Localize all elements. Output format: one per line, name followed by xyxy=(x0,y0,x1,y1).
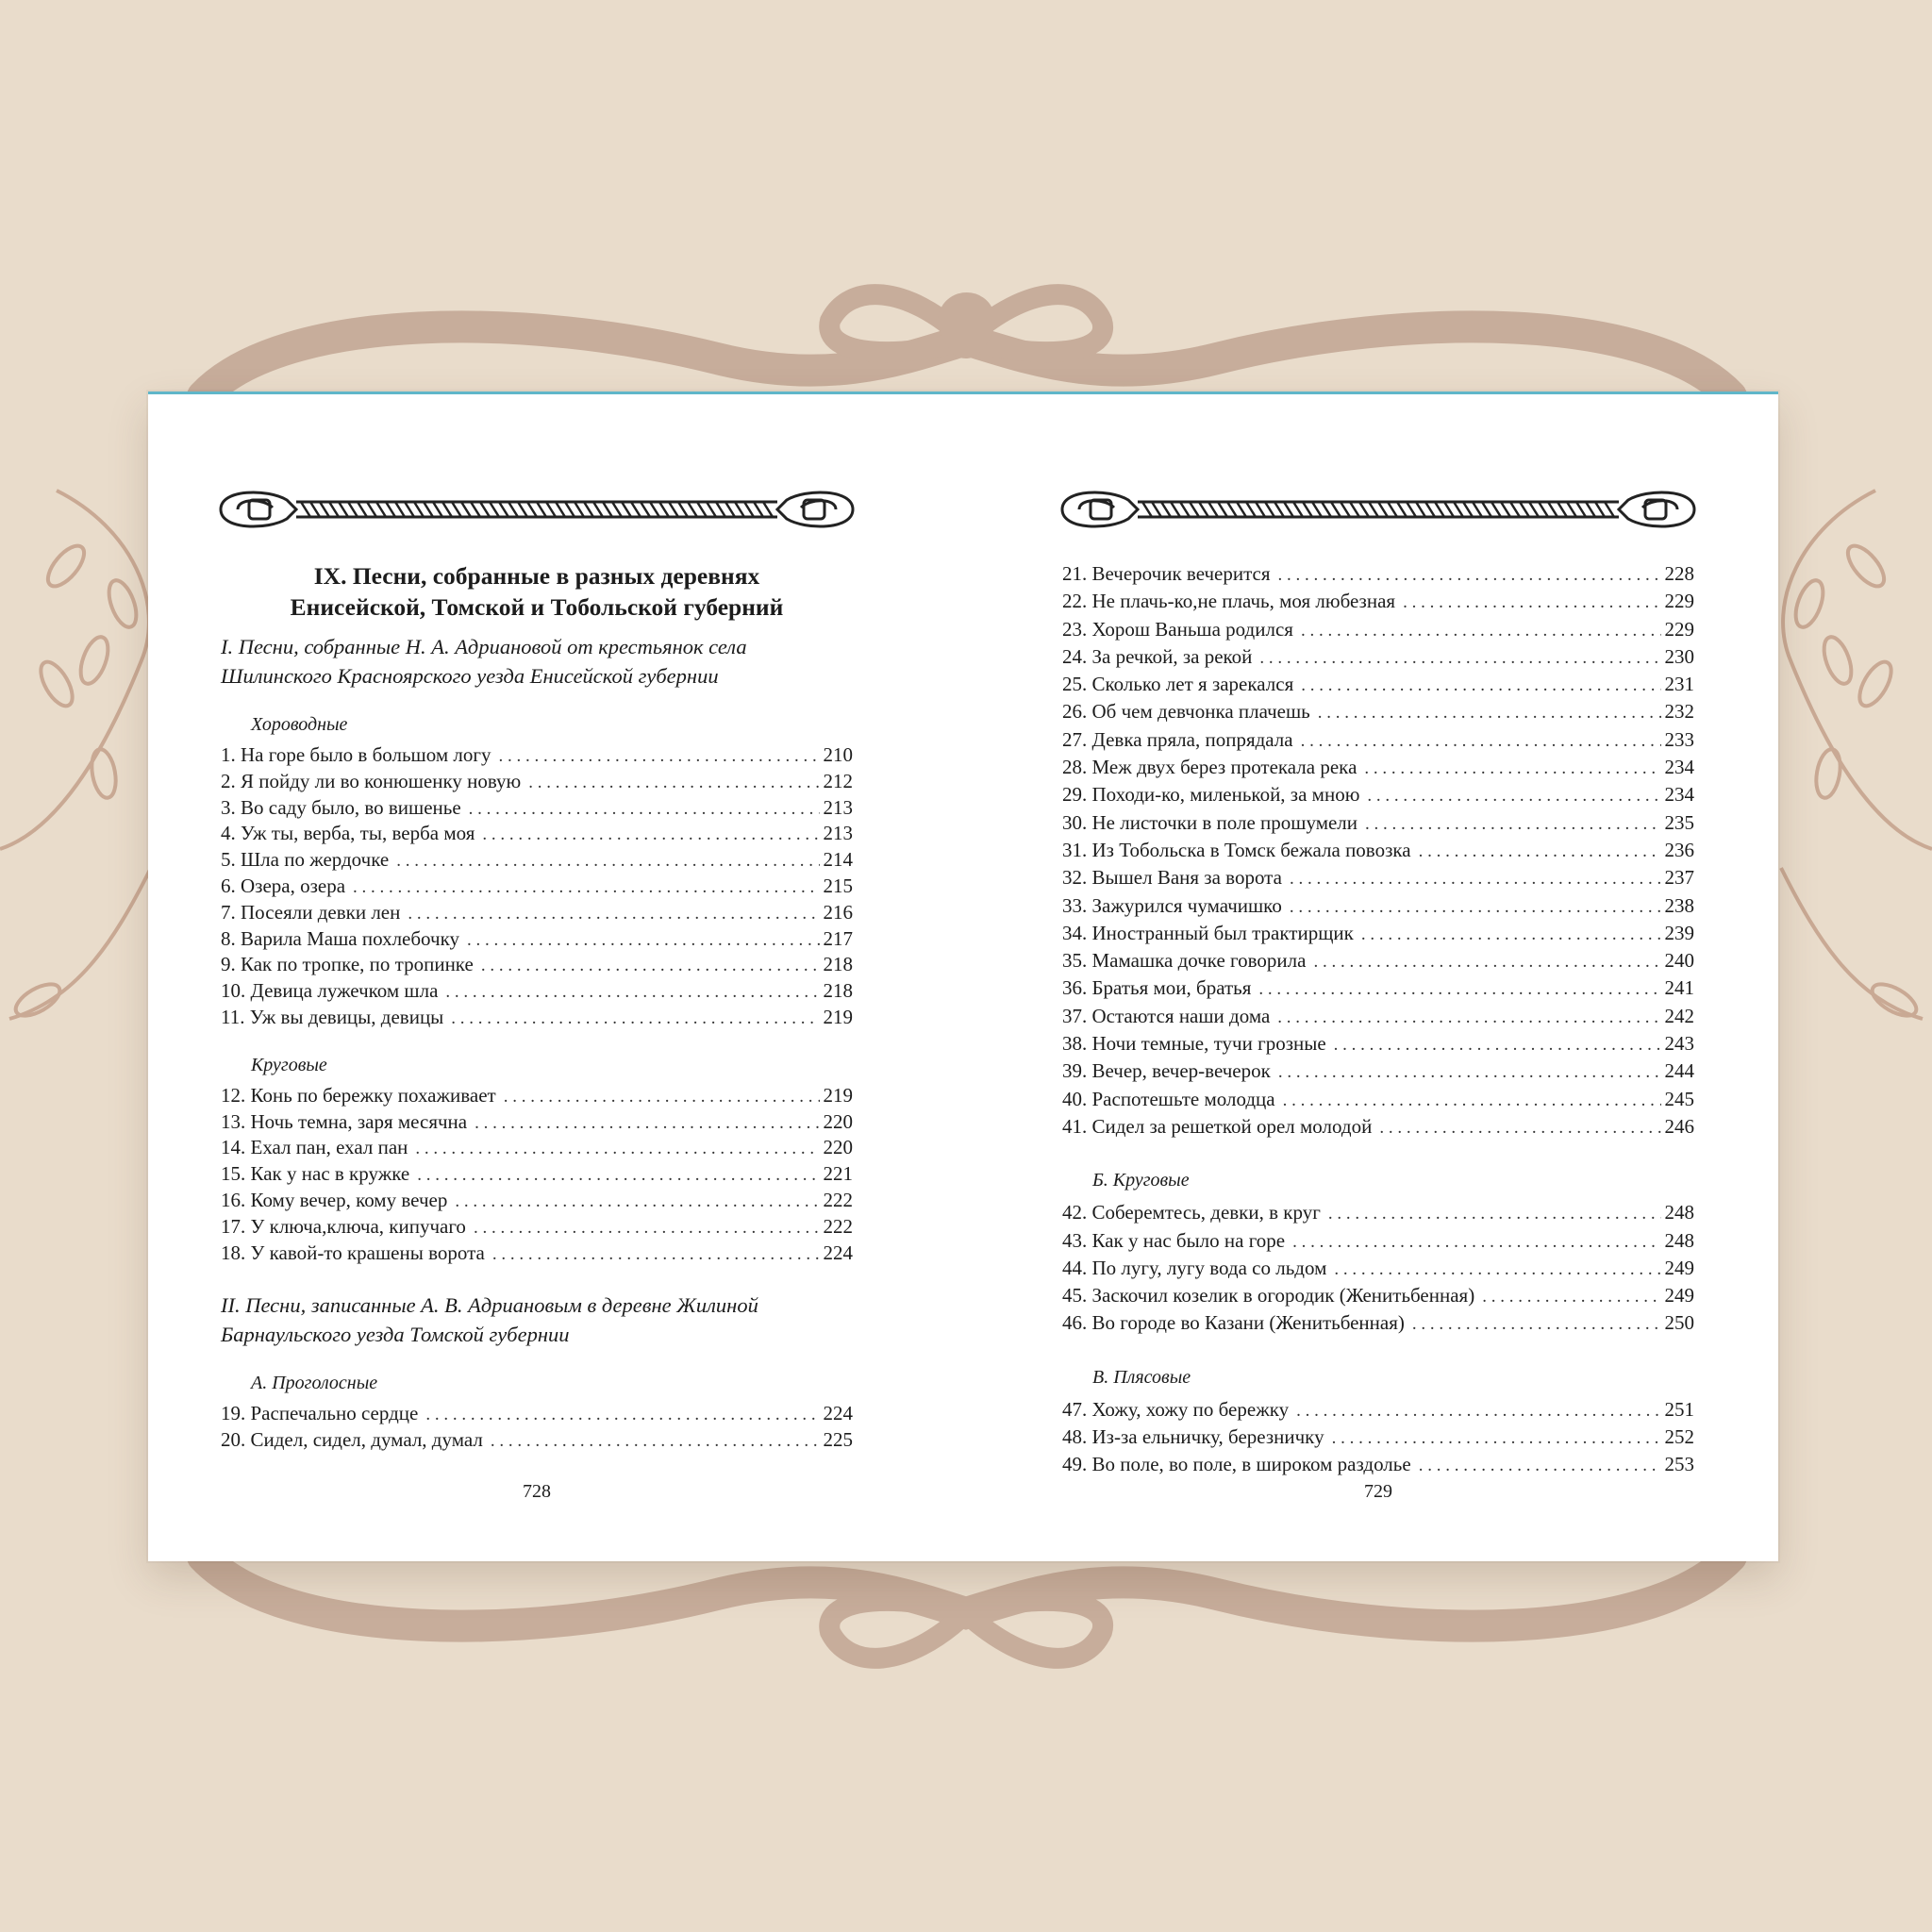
toc-entry-title: 42. Соберемтесь, девки, в круг xyxy=(1062,1201,1321,1224)
dot-leader xyxy=(1482,1283,1660,1310)
dot-leader xyxy=(475,1110,819,1137)
section2-title: II. Песни, записанные А. В. Адриановым в деревне Жилиной Барнаульского уезда Томской губернии xyxy=(221,1293,758,1347)
toc-entry xyxy=(221,1427,853,1454)
dot-leader xyxy=(1364,755,1660,782)
dot-leader xyxy=(1292,1228,1660,1256)
toc-entry-title: 17. У ключа,ключа, кипучаго xyxy=(221,1214,466,1238)
toc-entry xyxy=(1062,1424,1694,1451)
dot-leader xyxy=(1283,1087,1661,1114)
toc-entry xyxy=(1062,1058,1694,1085)
toc-entry xyxy=(1062,920,1694,947)
toc-entry xyxy=(1062,837,1694,864)
toc-entry-page: 243 xyxy=(1664,1032,1694,1056)
toc-entry-page: 239 xyxy=(1664,921,1694,944)
toc-entry xyxy=(221,769,853,795)
toc-entry-title: 23. Хорош Ваньша родился xyxy=(1062,617,1293,641)
dot-leader xyxy=(408,901,819,927)
toc-entry-title: 31. Из Тобольска в Томск бежала повозка xyxy=(1062,838,1411,861)
toc-entry-title: 3. Во саду было, во вишенье xyxy=(221,795,461,819)
dot-leader xyxy=(417,1162,819,1189)
toc-list-krugovye xyxy=(221,1083,853,1267)
toc-entry-page: 248 xyxy=(1664,1228,1694,1252)
toc-entry-page: 238 xyxy=(1664,893,1694,917)
group-heading-krugovye: Круговые xyxy=(251,1054,327,1075)
toc-entry-page: 234 xyxy=(1664,783,1694,807)
toc-entry xyxy=(1062,974,1694,1002)
toc-entry-title: 47. Хожу, хожу по бережку xyxy=(1062,1397,1290,1421)
toc-entry xyxy=(1062,781,1694,808)
toc-entry-page: 210 xyxy=(823,743,853,766)
dot-leader xyxy=(1301,672,1660,699)
toc-entry-page: 248 xyxy=(1664,1201,1694,1224)
toc-entry-title: 15. Как у нас в кружке xyxy=(221,1162,410,1186)
toc-entry xyxy=(221,978,853,1005)
toc-entry-page: 224 xyxy=(823,1241,853,1264)
toc-entry-title: 26. Об чем девчонка плачешь xyxy=(1062,700,1310,724)
toc-entry-page: 235 xyxy=(1664,810,1694,834)
toc-entry-page: 213 xyxy=(823,795,853,819)
toc-entry-title: 39. Вечер, вечер-вечерок xyxy=(1062,1059,1271,1083)
dot-leader xyxy=(1361,921,1661,948)
dot-leader xyxy=(474,1215,820,1241)
toc-entry-title: 13. Ночь темна, заря месячна xyxy=(221,1109,468,1133)
toc-entry xyxy=(221,1161,853,1188)
toc-entry-page: 236 xyxy=(1664,838,1694,861)
dot-leader xyxy=(1277,1004,1660,1031)
right-page xyxy=(1062,394,1694,1561)
toc-entry xyxy=(1062,726,1694,754)
toc-entry xyxy=(1062,671,1694,698)
toc-entry-title: 33. Зажурился чумачишко xyxy=(1062,893,1282,917)
toc-entry-page: 250 xyxy=(1664,1311,1694,1335)
toc-entry xyxy=(1062,1086,1694,1113)
toc-entry-title: 34. Иностранный был трактирщик xyxy=(1062,921,1354,944)
toc-entry-title: 30. Не листочки в поле прошумели xyxy=(1062,810,1358,834)
chapter-title xyxy=(221,560,853,623)
dot-leader xyxy=(1313,948,1660,975)
toc-entry-page: 215 xyxy=(823,874,853,897)
toc-entry-title: 20. Сидел, сидел, думал, думал xyxy=(221,1428,483,1452)
toc-entry-page: 244 xyxy=(1664,1059,1694,1083)
toc-entry xyxy=(1062,1255,1694,1282)
toc-entry xyxy=(221,1214,853,1241)
toc-entry-page: 229 xyxy=(1664,590,1694,613)
ribbon-bow-top xyxy=(203,294,1731,396)
toc-entry-title: 44. По лугу, лугу вода со льдом xyxy=(1062,1256,1327,1279)
toc-list-progolosnye-cont xyxy=(1062,560,1694,1141)
toc-entry-title: 21. Вечерочик вечерится xyxy=(1062,562,1271,585)
toc-entry-page: 228 xyxy=(1664,562,1694,585)
toc-entry xyxy=(1062,588,1694,615)
toc-entry-page: 252 xyxy=(1664,1425,1694,1449)
toc-entry xyxy=(221,1401,853,1427)
toc-entry-title: 43. Как у нас было на горе xyxy=(1062,1228,1286,1252)
toc-entry-title: 49. Во поле, во поле, в широком раздолье xyxy=(1062,1453,1411,1476)
toc-entry xyxy=(221,926,853,953)
toc-entry xyxy=(1062,1003,1694,1030)
toc-list-progolosnye xyxy=(221,1401,853,1454)
toc-entry-page: 217 xyxy=(823,926,853,950)
toc-entry-title: 38. Ночи темные, тучи грозные xyxy=(1062,1032,1326,1056)
toc-entry xyxy=(1062,616,1694,643)
group-heading-khorovodnye: Хороводные xyxy=(251,714,348,735)
toc-entry xyxy=(221,821,853,847)
dot-leader xyxy=(504,1084,820,1110)
toc-entry xyxy=(1062,1030,1694,1058)
toc-entry xyxy=(221,1109,853,1136)
dot-leader xyxy=(1318,699,1661,726)
toc-entry-title: 14. Ехал пан, ехал пан xyxy=(221,1136,408,1159)
toc-entry-page: 222 xyxy=(823,1214,853,1238)
ornamental-header-icon xyxy=(1053,481,1704,538)
open-book xyxy=(148,391,1778,1561)
dot-leader xyxy=(1412,1310,1661,1338)
toc-entry-title: 19. Распечально сердце xyxy=(221,1402,419,1425)
group-heading-b-krugovye: Б. Круговые xyxy=(1092,1170,1190,1191)
toc-entry-title: 48. Из-за ельничку, березничку xyxy=(1062,1425,1324,1449)
dot-leader xyxy=(1419,838,1661,865)
toc-entry-page: 218 xyxy=(823,953,853,976)
willow-branch-left xyxy=(0,491,151,1022)
toc-entry-title: 24. За речкой, за рекой xyxy=(1062,644,1253,668)
toc-entry xyxy=(221,1005,853,1031)
toc-entry-page: 233 xyxy=(1664,727,1694,751)
toc-entry-title: 41. Сидел за решеткой орел молодой xyxy=(1062,1114,1373,1138)
toc-entry-title: 28. Меж двух берез протекала река xyxy=(1062,756,1357,779)
toc-entry-page: 224 xyxy=(823,1402,853,1425)
dot-leader xyxy=(1258,975,1660,1003)
dot-leader xyxy=(492,1241,820,1268)
dot-leader xyxy=(1278,561,1661,589)
group-heading-v-plyasovye: В. Плясовые xyxy=(1092,1366,1191,1388)
toc-entry xyxy=(1062,892,1694,920)
toc-entry-title: 4. Уж ты, верба, ты, верба моя xyxy=(221,822,475,845)
toc-entry-page: 221 xyxy=(823,1162,853,1186)
toc-entry-title: 6. Озера, озера xyxy=(221,874,346,897)
toc-entry-title: 11. Уж вы девицы, девицы xyxy=(221,1005,444,1028)
dot-leader xyxy=(1301,617,1661,644)
toc-entry-page: 219 xyxy=(823,1005,853,1028)
chapter-title-line1: IX. Песни, собранные в разных деревнях xyxy=(313,562,760,590)
toc-entry xyxy=(221,952,853,978)
toc-entry-title: 36. Братья мои, братья xyxy=(1062,976,1252,1000)
section1-title: I. Песни, собранные Н. А. Адриановой от крестьянок села Шилинского Красноярского уезда Енисейской губернии xyxy=(221,635,747,688)
toc-entry-page: 253 xyxy=(1664,1453,1694,1476)
dot-leader xyxy=(481,953,820,979)
left-page xyxy=(221,394,853,1561)
dot-leader xyxy=(396,848,819,874)
toc-list-b-krugovye xyxy=(1062,1199,1694,1337)
toc-entry xyxy=(1062,947,1694,974)
dot-leader xyxy=(1259,644,1660,672)
toc-entry-title: 40. Распотешьте молодца xyxy=(1062,1087,1275,1110)
toc-entry xyxy=(221,900,853,926)
toc-entry-page: 213 xyxy=(823,822,853,845)
toc-list-v-plyasovye xyxy=(1062,1396,1694,1479)
chapter-title-line2: Енисейской, Томской и Тобольской губерний xyxy=(290,593,784,621)
dot-leader xyxy=(498,743,819,770)
toc-entry-title: 5. Шла по жердочке xyxy=(221,848,390,872)
toc-entry-title: 9. Как по тропке, по тропинке xyxy=(221,953,474,976)
toc-entry-page: 230 xyxy=(1664,644,1694,668)
ornamental-header-icon xyxy=(211,481,862,538)
dot-leader xyxy=(1290,865,1661,892)
dot-leader xyxy=(425,1402,819,1428)
toc-entry xyxy=(1062,1113,1694,1141)
toc-entry-page: 212 xyxy=(823,769,853,792)
dot-leader xyxy=(1367,782,1660,809)
toc-entry xyxy=(1062,809,1694,837)
toc-entry xyxy=(221,874,853,900)
toc-entry-page: 222 xyxy=(823,1188,853,1211)
group-heading-progolosnye: А. Проголосные xyxy=(251,1373,378,1394)
dot-leader xyxy=(1379,1114,1660,1141)
toc-entry-title: 27. Девка пряла, попрядала xyxy=(1062,727,1293,751)
toc-entry xyxy=(221,1241,853,1267)
dot-leader xyxy=(445,979,819,1006)
ribbon-bow-bottom xyxy=(203,1557,1731,1658)
dot-leader xyxy=(1403,589,1660,616)
toc-entry-title: 46. Во городе во Казани (Женитьбенная) xyxy=(1062,1311,1405,1335)
toc-entry-title: 25. Сколько лет я зарекался xyxy=(1062,673,1294,696)
toc-entry xyxy=(1062,643,1694,671)
toc-entry-title: 8. Варила Маша похлебочку xyxy=(221,926,459,950)
willow-branch-right xyxy=(1781,491,1932,1022)
toc-entry xyxy=(1062,1396,1694,1424)
toc-entry-page: 216 xyxy=(823,900,853,924)
toc-entry-title: 1. На горе было в большом логу xyxy=(221,743,491,766)
dot-leader xyxy=(1332,1424,1661,1452)
toc-entry-title: 32. Вышел Ваня за ворота xyxy=(1062,866,1282,890)
page-number-right: 729 xyxy=(1364,1481,1392,1502)
toc-entry-page: 241 xyxy=(1664,976,1694,1000)
toc-entry-title: 7. Посеяли девки лен xyxy=(221,900,401,924)
toc-entry-page: 234 xyxy=(1664,756,1694,779)
dot-leader xyxy=(482,822,819,848)
left-page-content xyxy=(221,560,853,1454)
toc-entry-title: 2. Я пойду ли во конюшенку новую xyxy=(221,769,522,792)
dot-leader xyxy=(469,796,820,823)
toc-entry-page: 220 xyxy=(823,1109,853,1133)
dot-leader xyxy=(1334,1031,1661,1058)
toc-entry-page: 229 xyxy=(1664,617,1694,641)
dot-leader xyxy=(1278,1058,1661,1086)
page-number-left: 728 xyxy=(523,1481,551,1502)
toc-entry-title: 37. Остаются наши дома xyxy=(1062,1004,1271,1027)
dot-leader xyxy=(353,874,819,901)
toc-entry-page: 225 xyxy=(823,1428,853,1452)
toc-entry-page: 218 xyxy=(823,979,853,1003)
toc-entry xyxy=(221,1188,853,1214)
dot-leader xyxy=(451,1006,819,1032)
toc-entry-title: 12. Конь по бережку похаживает xyxy=(221,1083,496,1107)
dot-leader xyxy=(1301,727,1661,755)
toc-entry-page: 240 xyxy=(1664,949,1694,973)
toc-entry-page: 249 xyxy=(1664,1256,1694,1279)
toc-entry-page: 232 xyxy=(1664,700,1694,724)
dot-leader xyxy=(455,1189,819,1215)
toc-entry-page: 231 xyxy=(1664,673,1694,696)
dot-leader xyxy=(1334,1256,1660,1283)
toc-entry xyxy=(1062,560,1694,588)
toc-entry xyxy=(1062,1451,1694,1478)
toc-entry-title: 22. Не плачь-ко,не плачь, моя любезная xyxy=(1062,590,1396,613)
toc-entry xyxy=(1062,698,1694,725)
toc-entry-page: 242 xyxy=(1664,1004,1694,1027)
dot-leader xyxy=(1365,810,1660,838)
toc-list-khorovodnye xyxy=(221,742,853,1031)
toc-entry-page: 245 xyxy=(1664,1087,1694,1110)
toc-entry-page: 246 xyxy=(1664,1114,1694,1138)
dot-leader xyxy=(467,927,820,954)
toc-entry xyxy=(1062,754,1694,781)
toc-entry xyxy=(1062,864,1694,891)
right-page-content xyxy=(1062,560,1694,1479)
dot-leader xyxy=(1296,1397,1660,1424)
toc-entry-title: 10. Девица лужечком шла xyxy=(221,979,439,1003)
toc-entry-page: 219 xyxy=(823,1083,853,1107)
toc-entry xyxy=(221,795,853,822)
toc-entry xyxy=(221,847,853,874)
toc-entry-title: 35. Мамашка дочке говорила xyxy=(1062,949,1307,973)
toc-entry-page: 251 xyxy=(1664,1397,1694,1421)
toc-entry-page: 220 xyxy=(823,1136,853,1159)
dot-leader xyxy=(1290,893,1661,921)
toc-entry xyxy=(1062,1227,1694,1255)
toc-entry xyxy=(1062,1282,1694,1309)
toc-entry-page: 237 xyxy=(1664,866,1694,890)
dot-leader xyxy=(1419,1452,1661,1479)
dot-leader xyxy=(491,1428,820,1455)
toc-entry-page: 214 xyxy=(823,848,853,872)
dot-leader xyxy=(415,1136,819,1162)
toc-entry-title: 29. Походи-ко, миленькой, за мною xyxy=(1062,783,1360,807)
toc-entry-title: 18. У кавой-то крашены ворота xyxy=(221,1241,485,1264)
toc-entry-page: 249 xyxy=(1664,1284,1694,1307)
dot-leader xyxy=(528,770,819,796)
toc-entry xyxy=(1062,1199,1694,1226)
toc-entry-title: 16. Кому вечер, кому вечер xyxy=(221,1188,448,1211)
toc-entry xyxy=(221,1083,853,1109)
toc-entry-title: 45. Заскочил козелик в огородик (Женитьбенная) xyxy=(1062,1284,1475,1307)
toc-entry xyxy=(221,1135,853,1161)
toc-entry xyxy=(1062,1309,1694,1337)
dot-leader xyxy=(1328,1200,1661,1227)
toc-entry xyxy=(221,742,853,769)
